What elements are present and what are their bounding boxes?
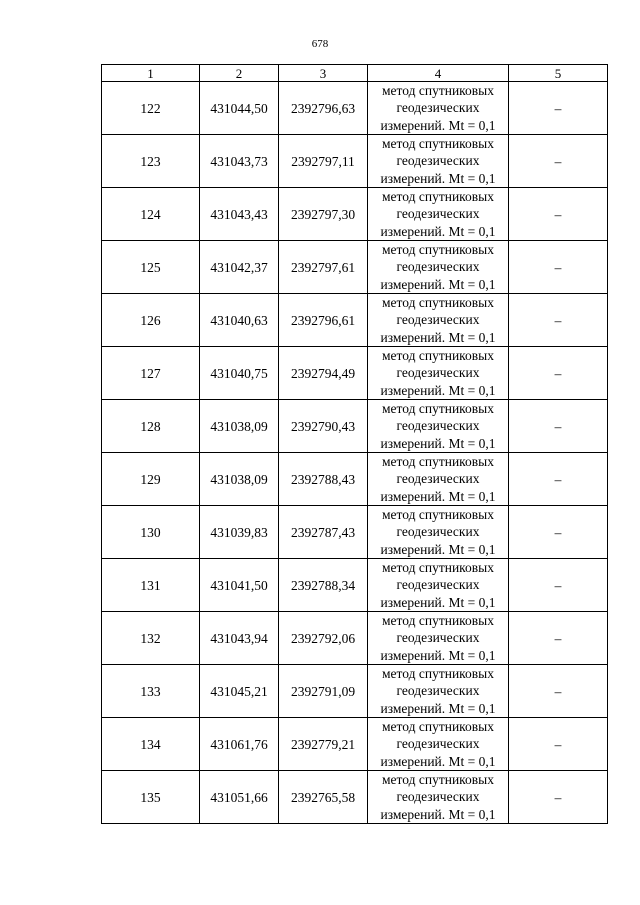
point-number-cell: 122 xyxy=(102,82,200,135)
method-line: измерений. Mt = 0,1 xyxy=(380,753,496,769)
note-cell: – xyxy=(509,506,608,559)
note-cell: – xyxy=(509,665,608,718)
method-line: метод спутниковых xyxy=(382,295,494,311)
method-line: измерений. Mt = 0,1 xyxy=(380,541,496,557)
table-row xyxy=(102,82,608,135)
method-line: метод спутниковых xyxy=(382,507,494,523)
y-coordinate-cell: 2392791,09 xyxy=(279,665,368,718)
method-line: метод спутниковых xyxy=(382,136,494,152)
method-line: геодезических xyxy=(396,683,480,699)
point-number-cell: 127 xyxy=(102,347,200,400)
method-line: измерений. Mt = 0,1 xyxy=(380,382,496,398)
method-line: геодезических xyxy=(396,259,480,275)
note-cell: – xyxy=(509,294,608,347)
method-cell xyxy=(368,135,509,188)
method-line: измерений. Mt = 0,1 xyxy=(380,117,496,133)
x-coordinate-cell: 431038,09 xyxy=(200,400,279,453)
y-coordinate-cell: 2392790,43 xyxy=(279,400,368,453)
method-cell xyxy=(368,506,509,559)
method-cell xyxy=(368,347,509,400)
point-number-cell: 124 xyxy=(102,188,200,241)
method-cell xyxy=(368,718,509,771)
method-line: геодезических xyxy=(396,630,480,646)
point-number-cell: 123 xyxy=(102,135,200,188)
point-number-cell: 130 xyxy=(102,506,200,559)
note-cell: – xyxy=(509,612,608,665)
note-cell: – xyxy=(509,135,608,188)
table-row xyxy=(102,771,608,824)
y-coordinate-cell: 2392779,21 xyxy=(279,718,368,771)
point-number-cell: 128 xyxy=(102,400,200,453)
method-line: измерений. Mt = 0,1 xyxy=(380,647,496,663)
x-coordinate-cell: 431043,94 xyxy=(200,612,279,665)
method-line: метод спутниковых xyxy=(382,83,494,99)
method-line: метод спутниковых xyxy=(382,242,494,258)
note-cell: – xyxy=(509,771,608,824)
y-coordinate-cell: 2392796,63 xyxy=(279,82,368,135)
method-line: геодезических xyxy=(396,100,480,116)
method-line: измерений. Mt = 0,1 xyxy=(380,223,496,239)
method-line: метод спутниковых xyxy=(382,348,494,364)
x-coordinate-cell: 431039,83 xyxy=(200,506,279,559)
x-coordinate-cell: 431041,50 xyxy=(200,559,279,612)
method-line: геодезических xyxy=(396,524,480,540)
y-coordinate-cell: 2392788,34 xyxy=(279,559,368,612)
table-row xyxy=(102,559,608,612)
point-number-cell: 132 xyxy=(102,612,200,665)
method-line: геодезических xyxy=(396,577,480,593)
table-row xyxy=(102,135,608,188)
method-line: измерений. Mt = 0,1 xyxy=(380,700,496,716)
point-number-cell: 134 xyxy=(102,718,200,771)
point-number-cell: 126 xyxy=(102,294,200,347)
note-cell: – xyxy=(509,82,608,135)
point-number-cell: 131 xyxy=(102,559,200,612)
table-row xyxy=(102,453,608,506)
method-line: геодезических xyxy=(396,418,480,434)
method-line: геодезических xyxy=(396,471,480,487)
y-coordinate-cell: 2392792,06 xyxy=(279,612,368,665)
x-coordinate-cell: 431038,09 xyxy=(200,453,279,506)
method-cell xyxy=(368,294,509,347)
note-cell: – xyxy=(509,400,608,453)
table-row xyxy=(102,241,608,294)
method-cell xyxy=(368,188,509,241)
method-cell xyxy=(368,771,509,824)
y-coordinate-cell: 2392796,61 xyxy=(279,294,368,347)
table-row xyxy=(102,400,608,453)
header-col-4: 4 xyxy=(368,65,509,82)
method-line: геодезических xyxy=(396,736,480,752)
table-header-row xyxy=(102,65,608,82)
note-cell: – xyxy=(509,347,608,400)
note-cell: – xyxy=(509,453,608,506)
method-line: измерений. Mt = 0,1 xyxy=(380,329,496,345)
method-line: измерений. Mt = 0,1 xyxy=(380,170,496,186)
y-coordinate-cell: 2392788,43 xyxy=(279,453,368,506)
point-number-cell: 133 xyxy=(102,665,200,718)
method-line: метод спутниковых xyxy=(382,719,494,735)
y-coordinate-cell: 2392787,43 xyxy=(279,506,368,559)
y-coordinate-cell: 2392797,30 xyxy=(279,188,368,241)
table-row xyxy=(102,294,608,347)
method-line: измерений. Mt = 0,1 xyxy=(380,435,496,451)
page-number: 678 xyxy=(311,38,329,50)
method-line: метод спутниковых xyxy=(382,454,494,470)
table-row xyxy=(102,718,608,771)
table-row xyxy=(102,188,608,241)
note-cell: – xyxy=(509,241,608,294)
method-cell xyxy=(368,665,509,718)
method-line: метод спутниковых xyxy=(382,560,494,576)
y-coordinate-cell: 2392794,49 xyxy=(279,347,368,400)
note-cell: – xyxy=(509,718,608,771)
header-col-3: 3 xyxy=(279,65,368,82)
method-cell xyxy=(368,453,509,506)
header-col-1: 1 xyxy=(102,65,200,82)
point-number-cell: 129 xyxy=(102,453,200,506)
x-coordinate-cell: 431044,50 xyxy=(200,82,279,135)
x-coordinate-cell: 431040,63 xyxy=(200,294,279,347)
table-row xyxy=(102,506,608,559)
method-line: геодезических xyxy=(396,206,480,222)
method-line: измерений. Mt = 0,1 xyxy=(380,594,496,610)
method-line: геодезических xyxy=(396,312,480,328)
x-coordinate-cell: 431042,37 xyxy=(200,241,279,294)
method-line: метод спутниковых xyxy=(382,189,494,205)
point-number-cell: 125 xyxy=(102,241,200,294)
method-line: метод спутниковых xyxy=(382,772,494,788)
method-line: измерений. Mt = 0,1 xyxy=(380,276,496,292)
x-coordinate-cell: 431043,43 xyxy=(200,188,279,241)
method-line: метод спутниковых xyxy=(382,401,494,417)
method-line: метод спутниковых xyxy=(382,666,494,682)
header-col-5: 5 xyxy=(509,65,608,82)
method-cell xyxy=(368,82,509,135)
method-line: измерений. Mt = 0,1 xyxy=(380,806,496,822)
x-coordinate-cell: 431045,21 xyxy=(200,665,279,718)
header-col-2: 2 xyxy=(200,65,279,82)
y-coordinate-cell: 2392797,61 xyxy=(279,241,368,294)
x-coordinate-cell: 431051,66 xyxy=(200,771,279,824)
note-cell: – xyxy=(509,188,608,241)
note-cell: – xyxy=(509,559,608,612)
method-cell xyxy=(368,241,509,294)
method-cell xyxy=(368,612,509,665)
method-cell xyxy=(368,400,509,453)
method-cell xyxy=(368,559,509,612)
x-coordinate-cell: 431061,76 xyxy=(200,718,279,771)
x-coordinate-cell: 431043,73 xyxy=(200,135,279,188)
method-line: метод спутниковых xyxy=(382,613,494,629)
method-line: геодезических xyxy=(396,365,480,381)
y-coordinate-cell: 2392797,11 xyxy=(279,135,368,188)
point-number-cell: 135 xyxy=(102,771,200,824)
method-line: геодезических xyxy=(396,153,480,169)
x-coordinate-cell: 431040,75 xyxy=(200,347,279,400)
y-coordinate-cell: 2392765,58 xyxy=(279,771,368,824)
coordinates-table xyxy=(101,64,608,824)
table-row xyxy=(102,665,608,718)
method-line: геодезических xyxy=(396,789,480,805)
table-row xyxy=(102,612,608,665)
table-row xyxy=(102,347,608,400)
method-line: измерений. Mt = 0,1 xyxy=(380,488,496,504)
